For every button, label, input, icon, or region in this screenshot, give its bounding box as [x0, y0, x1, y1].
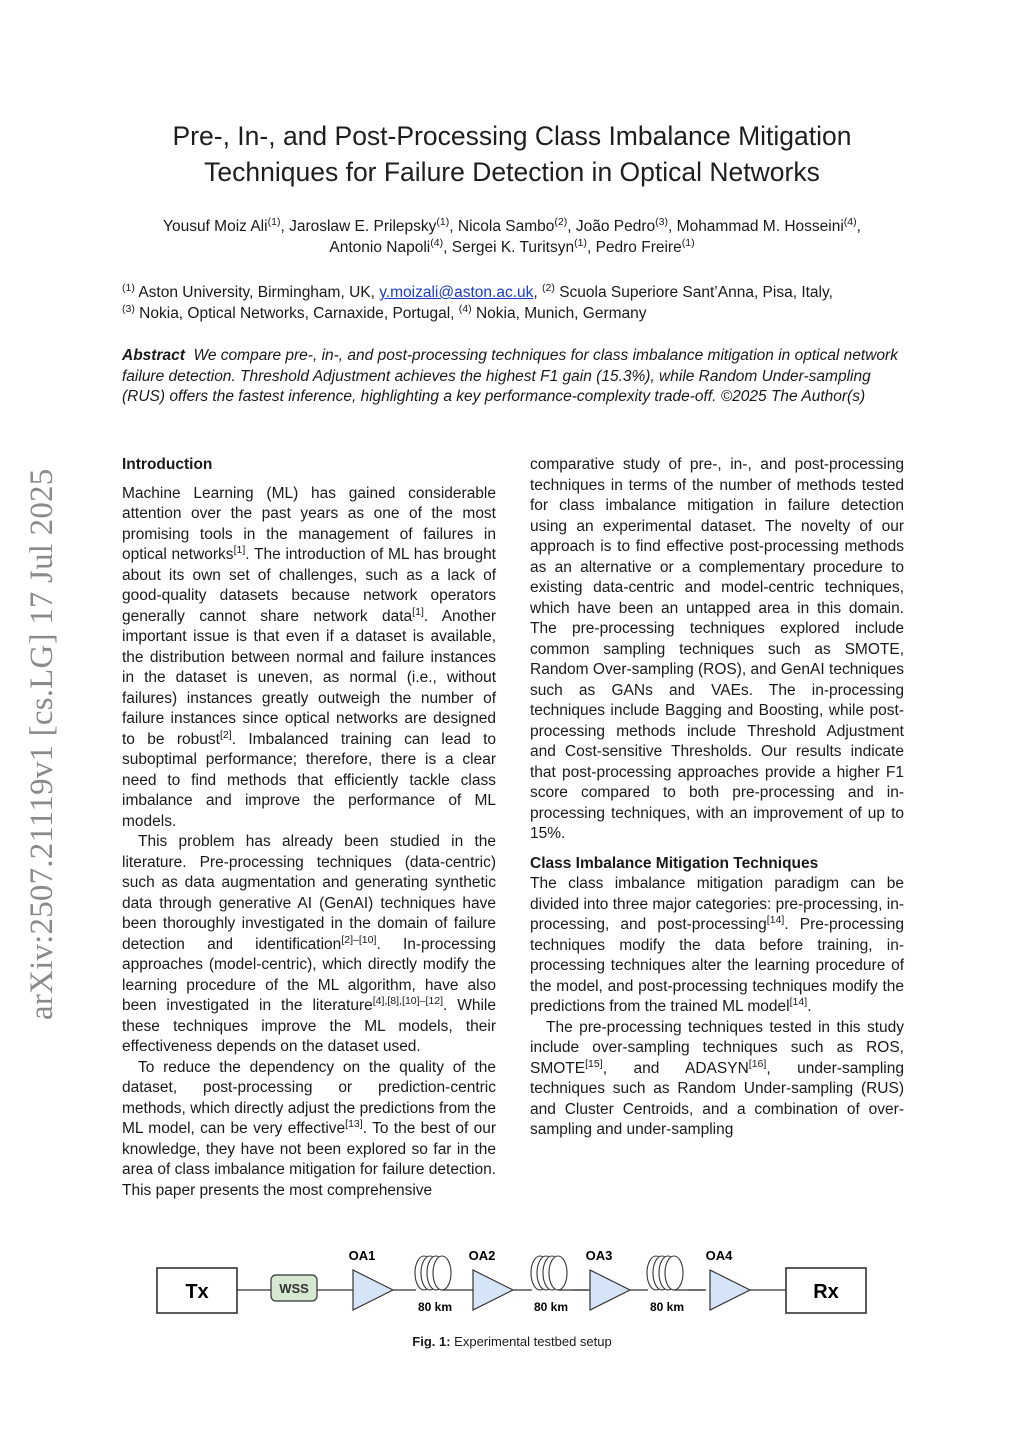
section2-paragraph-1: [530, 874, 904, 1018]
affil-mark: (4): [458, 302, 472, 315]
citation: [4],[8],[10]–[12]: [372, 995, 444, 1008]
fiber-spool-coil: [665, 1256, 683, 1290]
author-affil-mark: (1): [681, 237, 695, 250]
amplifier-label: OA2: [468, 1248, 496, 1263]
title-line-2: Techniques for Failure Detection in Optical Networks: [204, 157, 820, 187]
author-sep: ,: [567, 218, 576, 235]
author-list: [120, 216, 904, 258]
tx-label: Tx: [185, 1281, 209, 1303]
text-run: , under-sampling techniques such as Random Under-sampling (RUS) and Cluster Centroids, and a combination of over-sampling and under-sampling: [530, 1059, 904, 1138]
text-run: The class imbalance mitigation paradigm can be divided into three major categories: pre-processing, in-processing, and post-processing: [530, 875, 904, 933]
author-name: Pedro Freire: [595, 239, 682, 256]
paper-title: [120, 118, 904, 190]
email-link[interactable]: y.moizali@aston.ac.uk: [379, 284, 534, 301]
figure-caption-text: Experimental testbed setup: [450, 1334, 612, 1349]
section2-paragraph-2: [530, 1018, 904, 1141]
affil-text: Nokia, Optical Networks, Carnaxide, Portugal,: [134, 304, 459, 322]
amplifier-triangle: [473, 1270, 513, 1310]
text-run: . The introduction of ML has brought about its own set of challenges, such as a lack of good-quality datasets because network operators generally cannot share network data: [122, 546, 496, 625]
text-run: , and ADASYN: [602, 1059, 749, 1077]
text-run: .: [807, 998, 812, 1015]
author-sep: ,: [668, 218, 677, 235]
author-affil-mark: (1): [267, 216, 281, 229]
author-affil-mark: (4): [430, 237, 444, 250]
intro-paragraph-3-continued: [530, 455, 904, 845]
intro-paragraph-2: [122, 832, 496, 1058]
author-sep: ,: [586, 239, 596, 256]
author-affil-mark: (2): [554, 216, 568, 229]
author-affil-mark: (3): [655, 216, 669, 229]
text-run: This problem has already been studied in the literature. Pre-processing techniques (data-centric) such as data augmentation and generating synthetic data through generative AI (GenAI) techniques have been thoroughly investigated in the domain of failure detection and identification: [122, 833, 496, 953]
amplifier-label: OA4: [705, 1248, 733, 1263]
text-run: . Another important issue is that even if a dataset is available, the distribution between normal and failure instances in the dataset is uneven, as normal (i.e., without failures) instances greatly outweigh the number of failure instances since optical networks are designed to be robust: [122, 607, 496, 748]
author-sep: ,: [449, 218, 458, 235]
section-heading-class-imbalance: Class Imbalance Mitigation Techniques: [530, 854, 819, 872]
fiber-spool-coil: [549, 1256, 567, 1290]
text-run: . To the best of our knowledge, they have not been explored so far in the area of class imbalance mitigation for failure detection. This paper presents the most comprehensive: [122, 1120, 496, 1199]
author-affil-mark: (1): [436, 216, 450, 229]
text-run: . Pre-processing techniques modify the data before training, in-processing techniques alter the learning procedure of the model, and post-processing techniques modify the predictions from the trained ML model: [530, 916, 904, 1015]
arxiv-stamp: arXiv:2507.21119v1 [cs.LG] 17 Jul 2025: [24, 468, 60, 1020]
intro-paragraph-3: [122, 1058, 496, 1202]
author-name: Antonio Napoli: [329, 239, 431, 256]
column-left: [122, 455, 496, 1201]
text-run: . While these techniques improve the ML models, their effectiveness depends on the dataset used.: [122, 997, 496, 1055]
citation: [14]: [766, 914, 785, 927]
column-right: [530, 455, 904, 1141]
fiber-spool-coil: [433, 1256, 451, 1290]
text-run: comparative study of pre-, in-, and post-processing techniques in terms of the number of methods tested for class imbalance mitigation in failure detection using an experimental dataset. The novelty of our approach is to find effective post-processing methods as an alternative or a complementary procedure to existing data-centric and model-centric techniques, which have been an untapped area in this domain. The pre-processing techniques explored include common sampling techniques such as SMOTE, Random Over-sampling (ROS), and GenAI techniques such as GANs and VAEs. The in-processing techniques include Bagging and Boosting, while post-processing methods include Threshold Adjustment and Cost-sensitive Thresholds. Our results indicate that post-processing approaches provide a higher F1 score compared to both pre-processing and in-processing techniques, with an improvement of up to 15%.: [530, 456, 904, 842]
abstract-label: Abstract: [122, 347, 185, 364]
author-sep: ,: [280, 218, 290, 235]
author-name: João Pedro: [575, 218, 656, 235]
text-run: The pre-processing techniques tested in this study include over-sampling techniques such as ROS, SMOTE: [530, 1018, 904, 1077]
author-name: Mohammad M. Hosseini: [676, 218, 844, 235]
author-affil-mark: (4): [843, 216, 857, 229]
intro-paragraph-1: [122, 484, 496, 833]
text-run: . In-processing approaches (model-centric), which directly modify the learning procedure of the ML algorithm, have also been investigated in the literature: [122, 935, 496, 1014]
rx-label: Rx: [813, 1281, 839, 1303]
author-name: Yousuf Moiz Ali: [163, 218, 268, 235]
amplifier-triangle: [353, 1270, 393, 1310]
affil-mark: (2): [542, 282, 555, 295]
author-name: Sergei K. Turitsyn: [451, 239, 575, 256]
testbed-diagram: [150, 1243, 874, 1323]
amplifier-label: OA3: [585, 1248, 613, 1263]
citation: [14]: [789, 996, 808, 1009]
author-sep: ,: [856, 218, 861, 235]
affil-text: Nokia, Munich, Germany: [471, 304, 647, 322]
amplifier-triangle: [590, 1270, 630, 1310]
wss-label: WSS: [279, 1281, 309, 1296]
abstract-text: We compare pre-, in-, and post-processing techniques for class imbalance mitigation in optical network failure detection. Threshold Adjustment achieves the highest F1 gain (15.3%), while Random Under-sampling (RUS) offers the fastest inference, highlighting a key performance-complexity trade-off. ©2025 The Author(s): [122, 347, 898, 405]
author-line-1: [120, 216, 904, 237]
span-length-label: 80 km: [649, 1300, 685, 1314]
amplifier-triangle: [710, 1270, 750, 1310]
author-name: Nicola Sambo: [457, 218, 555, 235]
text-run: To reduce the dependency on the quality of the dataset, post-processing or prediction-centric methods, which directly adjust the predictions from the ML model, can be very effective: [122, 1058, 496, 1137]
affil-text: Scuola Superiore Sant’Anna, Pisa, Italy,: [554, 284, 833, 301]
figure-caption-label: Fig. 1:: [412, 1334, 451, 1349]
span-length-label: 80 km: [533, 1300, 569, 1314]
affil-mark: (1): [122, 282, 135, 295]
citation: [16]: [748, 1057, 767, 1070]
author-line-2: [120, 237, 904, 258]
span-length-label: 80 km: [417, 1300, 453, 1314]
figure-caption: [120, 1334, 904, 1349]
text-run: Machine Learning (ML) has gained considerable attention over the past years as one of the most promising tools in the management of failures in optical networks: [122, 484, 496, 563]
citation: [2]–[10]: [341, 933, 377, 946]
text-run: . Imbalanced training can lead to suboptimal performance; therefore, there is a clear need to find methods that efficiently tackle class imbalance and improve the performance of ML models.: [122, 730, 497, 830]
affiliation-line-1: [122, 283, 912, 304]
author-affil-mark: (1): [574, 237, 587, 250]
affiliation-line-2: [122, 304, 912, 325]
title-line-1: Pre-, In-, and Post-Processing Class Imbalance Mitigation: [172, 121, 852, 151]
author-name: Jaroslaw E. Prilepsky: [289, 218, 437, 235]
affil-mark: (3): [122, 302, 135, 315]
amplifier-label: OA1: [348, 1248, 376, 1263]
affil-sep: ,: [533, 284, 543, 301]
citation: [1]: [233, 544, 246, 557]
affil-text: Aston University, Birmingham, UK,: [134, 284, 380, 301]
citation: [1]: [412, 605, 424, 618]
citation: [2]: [219, 728, 232, 741]
citation: [15]: [585, 1057, 603, 1070]
abstract: [122, 346, 908, 408]
author-sep: ,: [443, 239, 452, 256]
citation: [13]: [345, 1118, 363, 1131]
fiber-spools: [415, 1256, 704, 1314]
affiliations: [122, 283, 912, 324]
section-heading-introduction: Introduction: [122, 456, 213, 473]
